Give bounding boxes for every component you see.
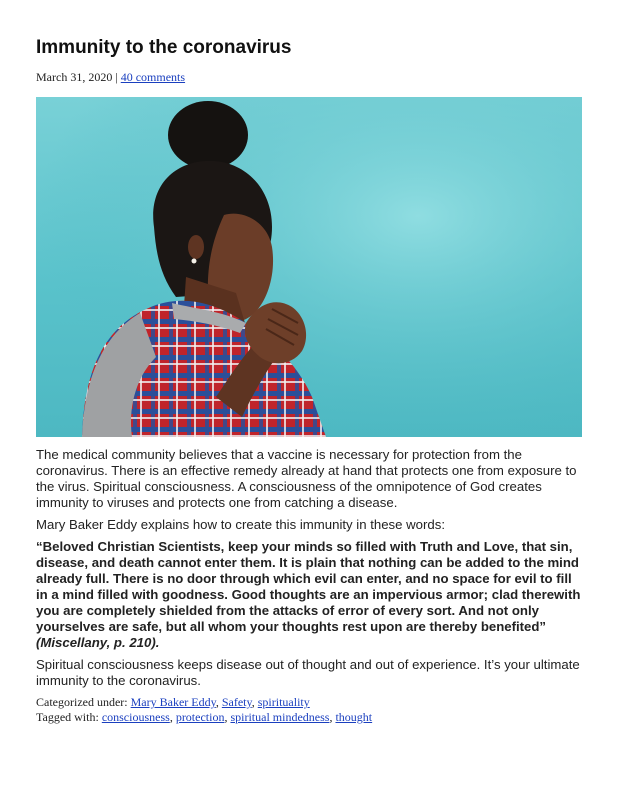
categories-line — [36, 695, 582, 710]
comments-link[interactable]: 40 comments — [120, 70, 186, 84]
paragraph: The medical community believes that a vaccine is necessary for protection from the coronavirus. There is an effective remedy already at hand that protects one from exposure to the virus. Spiritual consciousness. A consciousness of the omnipotence of God creates immunity to viruses and protects one from catching a disease. — [36, 447, 577, 510]
list-separator: , — [329, 710, 333, 724]
list-separator: , — [169, 710, 173, 724]
category-link[interactable]: spirituality — [257, 695, 310, 709]
tag-link[interactable]: protection — [175, 710, 225, 724]
tag-link[interactable]: spiritual mindedness — [230, 710, 330, 724]
categories-label: Categorized under: — [36, 695, 128, 709]
list-separator: , — [251, 695, 255, 709]
quote-citation: (Miscellany, p. 210). — [36, 635, 160, 650]
tags-line — [36, 710, 582, 725]
category-link[interactable]: Mary Baker Eddy — [130, 695, 216, 709]
tags-label: Tagged with: — [36, 710, 99, 724]
post-meta — [36, 70, 582, 85]
post-content — [36, 447, 582, 689]
blockquote — [36, 539, 582, 651]
list-separator: , — [215, 695, 219, 709]
post-title: Immunity to the coronavirus — [36, 37, 292, 58]
post-date: March 31, 2020 — [36, 70, 113, 84]
category-link[interactable]: Safety — [221, 695, 252, 709]
meta-separator: | — [115, 70, 118, 84]
article — [36, 36, 582, 725]
featured-image — [36, 97, 582, 437]
tag-link[interactable]: thought — [335, 710, 373, 724]
paragraph: Mary Baker Eddy explains how to create this immunity in these words: — [36, 517, 445, 532]
woman-praying-illustration — [36, 97, 582, 437]
post-taxonomy — [36, 695, 582, 725]
tag-link[interactable]: consciousness — [101, 710, 170, 724]
paragraph: Spiritual consciousness keeps disease out of thought and out of experience. It’s your ultimate immunity to the coronavirus. — [36, 657, 580, 688]
quote-text: “Beloved Christian Scientists, keep your minds so filled with Truth and Love, that sin, disease, and death cannot enter them. It is plain that nothing can be added to the mind already full. There is no door through which evil can enter, and no space for evil to fill in a mind filled with goodness. Good thoughts are an impervious armor; clad therewith you are completely shielded from the attacks of error of every sort. And not only yourselves are safe, but all whom your thoughts rest upon are thereby benefited” — [36, 539, 581, 634]
list-separator: , — [224, 710, 228, 724]
